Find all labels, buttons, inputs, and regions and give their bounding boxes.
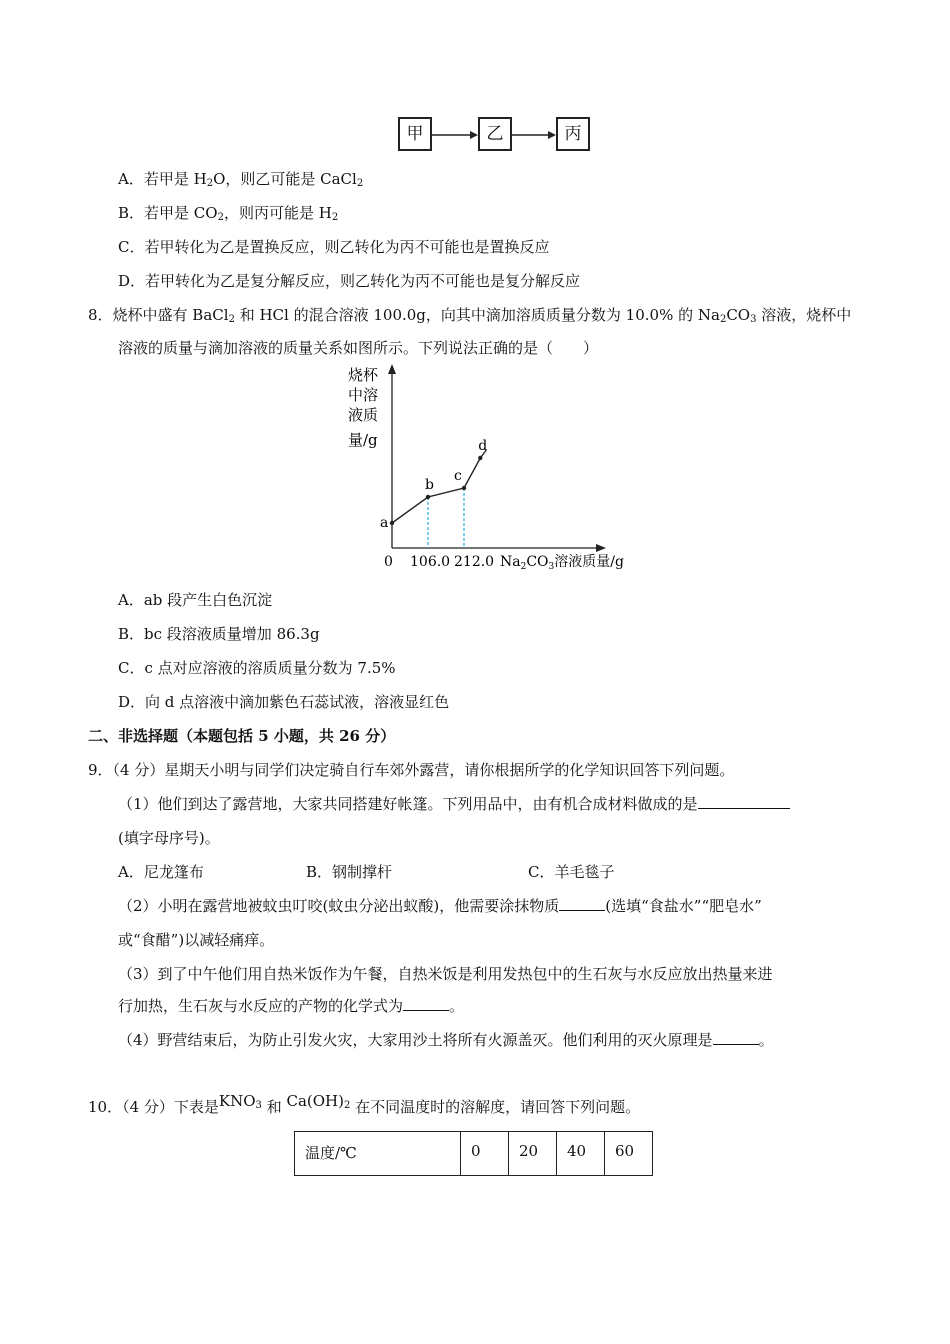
q10-formula-caoh2-sub: 2 xyxy=(343,1100,351,1111)
table-cell-60: 60 xyxy=(605,1132,653,1176)
q9-option-b: B．钢制撑杆 xyxy=(306,863,393,881)
chart-y-label-line-2: 中溶 xyxy=(348,386,379,404)
chart-x-label-part2: CO xyxy=(526,554,549,570)
flow-box-jia xyxy=(398,117,432,151)
chart-point-d xyxy=(478,456,482,460)
q7-option-a-sub2: 2 xyxy=(356,178,364,189)
q10-stem xyxy=(88,1092,641,1117)
q8-stem-line2: 溶液的质量与滴加溶液的质量关系如图所示。下列说法正确的是（ ） xyxy=(118,339,599,357)
q10-formula-kno3-sub: 3 xyxy=(255,1100,262,1111)
q9-part3-end: 。 xyxy=(449,997,465,1015)
q9-stem: 9．（4 分）星期天小明与同学们决定骑自行车郊外露营，请你根据所学的化学知识回答下列问题。 xyxy=(88,761,735,779)
chart-point-label-b: b xyxy=(425,477,434,493)
q9-part3-text: 行加热，生石灰与水反应的产物的化学式为 xyxy=(118,997,404,1015)
q10-formula-kno3 xyxy=(219,1092,262,1110)
chart-point-label-a: a xyxy=(380,515,389,531)
table-cell-40: 40 xyxy=(557,1132,605,1176)
q9-option-a: A．尼龙篷布 xyxy=(118,863,204,881)
q8-option-d: D．向 d 点溶液中滴加紫色石蕊试液，溶液显红色 xyxy=(118,693,450,711)
q9-part1 xyxy=(118,793,790,814)
chart-x-label-sub1: 2 xyxy=(520,562,527,572)
chart-x-tick-label-1: 106.0 xyxy=(410,554,451,570)
chart-origin-label: 0 xyxy=(384,554,393,570)
q9-option-c: C．羊毛毯子 xyxy=(528,863,615,881)
q10-stem-rest: 在不同温度时的溶解度，请回答下列问题。 xyxy=(350,1098,641,1116)
q8-option-a: A．ab 段产生白色沉淀 xyxy=(118,591,273,609)
q9-part3-cont xyxy=(118,995,464,1016)
chart-point-a xyxy=(390,521,394,525)
chart-x-axis-arrow xyxy=(596,544,606,552)
q9-part4-end: 。 xyxy=(758,1031,774,1049)
q7-option-a-sub1: 2 xyxy=(206,178,214,189)
q7-option-b xyxy=(118,202,338,223)
flow-arrows xyxy=(430,125,560,145)
q9-part2 xyxy=(118,895,762,916)
solubility-table xyxy=(294,1131,653,1176)
chart-y-axis-arrow xyxy=(388,364,396,374)
flow-box-yi-label: 乙 xyxy=(486,124,504,144)
q7-option-a-text2: O，则乙可能是 CaCl xyxy=(213,170,357,188)
q8-option-c: C．c 点对应溶液的溶质质量分数为 7.5% xyxy=(118,659,396,677)
flow-box-bing-label: 丙 xyxy=(564,124,582,144)
flow-arrowhead-2 xyxy=(548,131,556,139)
q7-option-d: D．若甲转化为乙是复分解反应，则乙转化为丙不可能也是复分解反应 xyxy=(118,272,581,290)
flow-box-jia-label: 甲 xyxy=(406,124,424,144)
chart-point-label-c: c xyxy=(454,468,462,484)
chart-point-c xyxy=(462,486,466,490)
chart-y-label xyxy=(348,366,379,449)
chart-x-label-sub2: 3 xyxy=(548,562,555,572)
q10-stem-and: 和 xyxy=(261,1098,287,1116)
q8-stem-sub2: 2 xyxy=(719,314,727,325)
chart-point-b xyxy=(426,495,430,499)
q7-option-c: C．若甲转化为乙是置换反应，则乙转化为丙不可能也是置换反应 xyxy=(118,238,550,256)
flow-box-bing xyxy=(556,117,590,151)
chart-y-label-line-1: 烧杯 xyxy=(348,366,379,384)
q8-stem-sub1: 2 xyxy=(228,314,235,325)
q9-part1-text: （1）他们到达了露营地，大家共同搭建好帐篷。下列用品中，由有机合成材料做成的是 xyxy=(118,795,698,813)
q9-part2-text2: (选填“食盐水”“肥皂水” xyxy=(605,897,762,915)
q9-part2-text1: （2）小明在露营地被蚊虫叮咬(蚊虫分泌出蚁酸)，他需要涂抹物质 xyxy=(118,897,560,915)
q9-part2-blank[interactable] xyxy=(559,896,605,911)
chart-x-label-part3: 溶液质量/g xyxy=(554,554,624,570)
chart-y-label-line-3: 液质 xyxy=(348,406,379,424)
chart-x-tick-label-2: 212.0 xyxy=(454,554,495,570)
chart-marks xyxy=(380,438,487,548)
q8-stem-line1 xyxy=(88,304,851,325)
q8-option-b: B．bc 段溶液质量增加 86.3g xyxy=(118,625,320,643)
q9-part3: （3）到了中午他们用自热米饭作为午餐，自热米饭是利用发热包中的生石灰与水反应放出热量来进 xyxy=(118,965,773,983)
chart-x-label-part1: Na xyxy=(500,554,521,570)
q10-formula-kno3-main: KNO xyxy=(218,1092,256,1110)
q7-option-b-text1: B．若甲是 CO xyxy=(118,204,218,222)
q7-option-b-text2: ，则丙可能是 H xyxy=(223,204,332,222)
table-row xyxy=(295,1132,653,1176)
q9-part1-blank[interactable] xyxy=(698,794,790,809)
q9-part1-hint: (填字母序号)。 xyxy=(118,829,220,847)
chart-y-label-line-4: 量/g xyxy=(348,431,378,449)
q9-part4-blank[interactable] xyxy=(713,1030,759,1045)
q10-formula-caoh2 xyxy=(286,1092,350,1110)
table-cell-0: 0 xyxy=(461,1132,509,1176)
q9-part2-cont: 或“食醋”)以减轻痛痒。 xyxy=(118,931,275,949)
table-header-cell: 温度/℃ xyxy=(295,1132,461,1176)
chart-point-label-d: d xyxy=(478,438,488,454)
flow-arrowhead-1 xyxy=(470,131,478,139)
q10-formula-caoh2-main: Ca(OH) xyxy=(286,1092,344,1110)
q7-option-a xyxy=(118,168,363,189)
q8-stem-text3: CO xyxy=(726,306,751,324)
q7-option-b-sub2: 2 xyxy=(331,212,339,223)
q9-part4 xyxy=(118,1029,774,1050)
q7-option-b-sub1: 2 xyxy=(217,212,224,223)
q9-part3-blank[interactable] xyxy=(403,996,449,1011)
q8-chart xyxy=(340,360,650,580)
q8-stem-sub3: 3 xyxy=(750,314,757,325)
chart-series-line xyxy=(392,450,486,523)
q9-part4-text: （4）野营结束后，为防止引发火灾，大家用沙土将所有火源盖灭。他们利用的灭火原理是 xyxy=(118,1031,713,1049)
table-cell-20: 20 xyxy=(509,1132,557,1176)
q10-stem-number: 10．（4 分）下表是 xyxy=(88,1098,219,1116)
section-2-title: 二、非选择题（本题包括 5 小题，共 26 分） xyxy=(88,727,396,745)
q8-stem-text4: 溶液，烧杯中 xyxy=(756,306,852,324)
q8-stem-text2: 和 HCl 的混合溶液 100.0g，向其中滴加溶质质量分数为 10.0% 的 Na xyxy=(234,306,720,324)
q7-option-a-text1: A．若甲是 H xyxy=(118,170,207,188)
chart-x-label xyxy=(500,553,624,572)
q8-stem-text1: 8．烧杯中盛有 BaCl xyxy=(88,306,229,324)
